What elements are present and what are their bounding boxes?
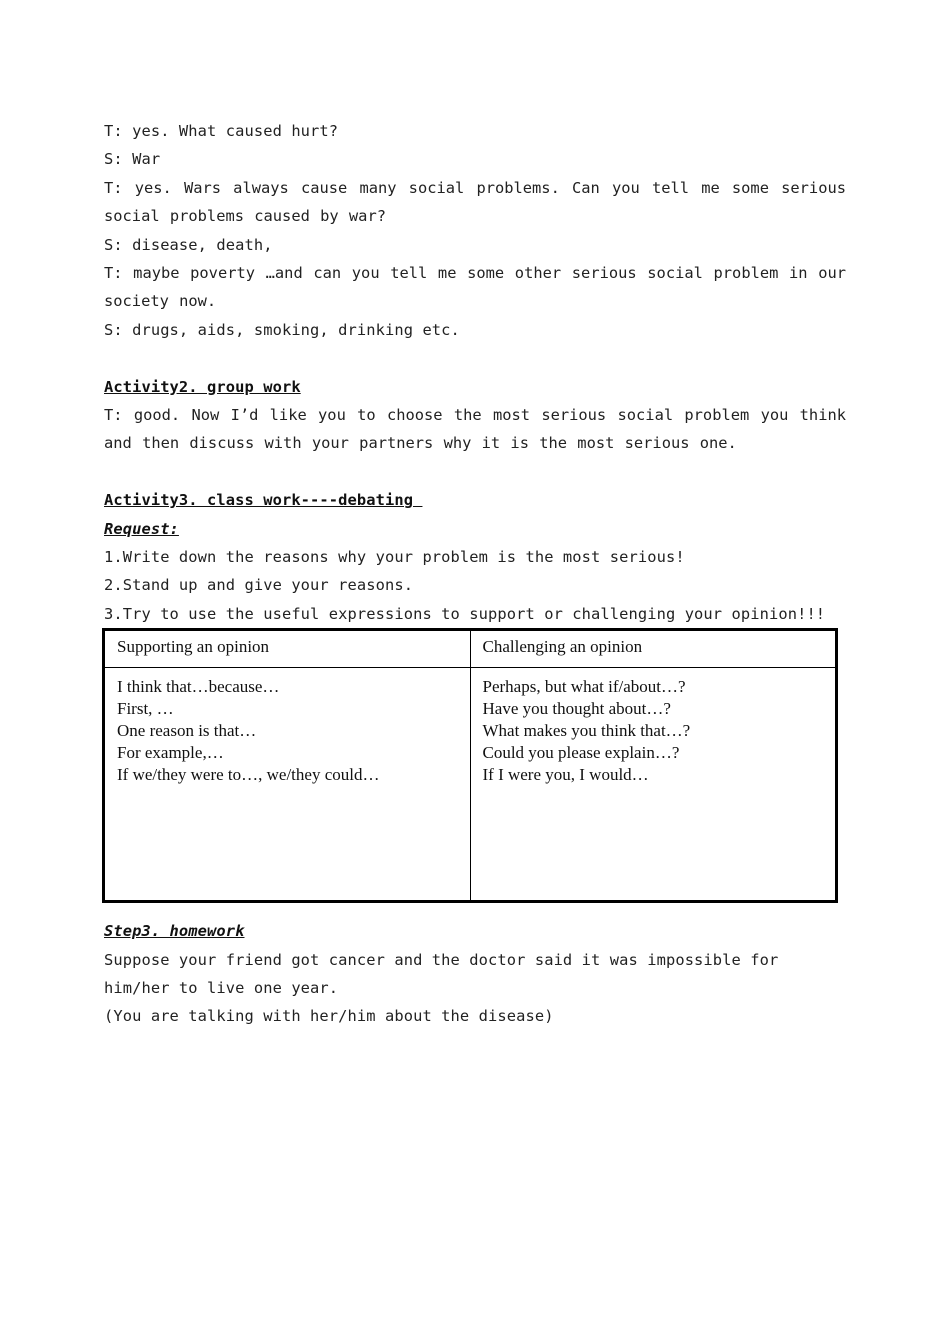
step3-line: (You are talking with her/him about the disease) xyxy=(104,1007,554,1026)
step3-title: Step3. homework xyxy=(104,922,245,941)
dialogue-line: T: maybe poverty …and can you tell me some other serious social problem in our society now. xyxy=(104,263,846,311)
document-page xyxy=(104,117,846,1031)
header-supporting: Supporting an opinion xyxy=(104,630,471,668)
activity3-title: Activity3. class work----debating xyxy=(104,491,423,510)
challenging-phrase: Could you please explain…? xyxy=(482,743,680,763)
supporting-phrases xyxy=(104,668,471,902)
dialogue-line: S: disease, death, xyxy=(104,235,273,254)
supporting-phrase: For example,… xyxy=(117,743,224,763)
step3-line: him/her to live one year. xyxy=(104,978,339,997)
header-challenging: Challenging an opinion xyxy=(470,630,837,668)
activity2-text: T: good. Now I’d like you to choose the most serious social problem you think and then discuss with your partners why it is the most serious one. xyxy=(104,405,846,453)
supporting-phrase: One reason is that… xyxy=(117,721,257,741)
request-item: 2.Stand up and give your reasons. xyxy=(104,576,414,595)
challenging-phrase: Have you thought about…? xyxy=(482,699,671,719)
expressions-table xyxy=(102,628,838,903)
request-label: Request: xyxy=(104,519,179,538)
step3-line: Suppose your friend got cancer and the doctor said it was impossible for xyxy=(104,950,779,969)
challenging-phrase: Perhaps, but what if/about…? xyxy=(482,677,686,697)
request-item: 1.Write down the reasons why your problem is the most serious! xyxy=(104,547,685,566)
challenging-phrase: What makes you think that…? xyxy=(482,721,691,741)
supporting-phrase: If we/they were to…, we/they could… xyxy=(117,765,380,785)
dialogue-line: T: yes. What caused hurt? xyxy=(104,122,339,140)
request-item: 3.Try to use the useful expressions to support or challenging your opinion!!! xyxy=(104,604,826,623)
supporting-phrase: First, … xyxy=(117,699,174,719)
dialogue-line: S: War xyxy=(104,150,161,169)
activity2-title: Activity2. group work xyxy=(104,377,301,396)
supporting-phrase: I think that…because… xyxy=(117,677,280,697)
dialogue-line: S: drugs, aids, smoking, drinking etc. xyxy=(104,320,460,339)
challenging-phrases xyxy=(470,668,837,902)
dialogue-line: T: yes. Wars always cause many social problems. Can you tell me some serious social problems caused by war? xyxy=(104,178,846,226)
challenging-phrase: If I were you, I would… xyxy=(482,765,649,785)
